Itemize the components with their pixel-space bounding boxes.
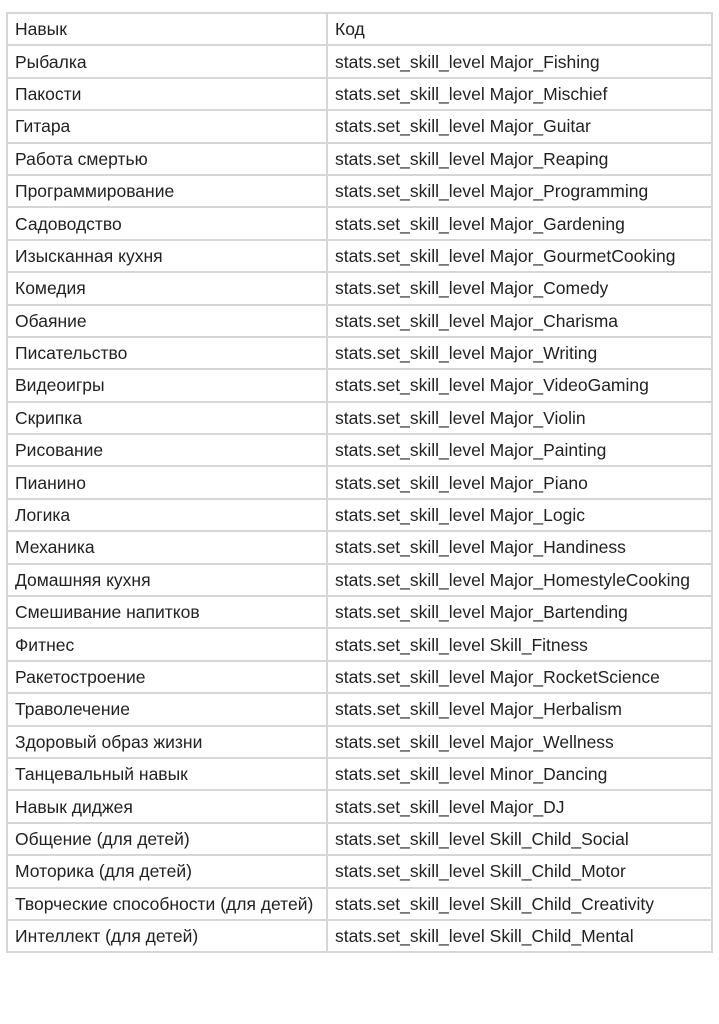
table-body (7, 13, 712, 952)
header-code: Код (327, 13, 712, 45)
skill-cell: Садоводство (7, 207, 327, 239)
table-row (7, 272, 712, 304)
skill-cell: Навык диджея (7, 790, 327, 822)
code-cell: stats.set_skill_level Major_DJ (327, 790, 712, 822)
code-cell: stats.set_skill_level Major_Gardening (327, 207, 712, 239)
code-cell: stats.set_skill_level Major_Writing (327, 337, 712, 369)
table-row (7, 110, 712, 142)
table-row (7, 499, 712, 531)
skill-cell: Работа смертью (7, 143, 327, 175)
code-cell: stats.set_skill_level Major_Reaping (327, 143, 712, 175)
code-cell: stats.set_skill_level Major_Fishing (327, 45, 712, 77)
skill-cell: Ракетостроение (7, 661, 327, 693)
skill-codes-table (6, 12, 713, 953)
code-cell: stats.set_skill_level Major_Programming (327, 175, 712, 207)
table-row (7, 207, 712, 239)
skill-cell: Интеллект (для детей) (7, 920, 327, 952)
table-row (7, 402, 712, 434)
code-cell: stats.set_skill_level Major_Mischief (327, 78, 712, 110)
skill-cell: Изысканная кухня (7, 240, 327, 272)
table-row (7, 434, 712, 466)
table-row (7, 920, 712, 952)
code-cell: stats.set_skill_level Major_VideoGaming (327, 369, 712, 401)
table-row (7, 240, 712, 272)
skill-cell: Творческие способности (для детей) (7, 888, 327, 920)
table-row (7, 466, 712, 498)
code-cell: stats.set_skill_level Skill_Child_Social (327, 823, 712, 855)
skill-cell: Фитнес (7, 628, 327, 660)
code-cell: stats.set_skill_level Major_Painting (327, 434, 712, 466)
code-cell: stats.set_skill_level Minor_Dancing (327, 758, 712, 790)
skill-cell: Пианино (7, 466, 327, 498)
skill-cell: Видеоигры (7, 369, 327, 401)
skill-cell: Траволечение (7, 693, 327, 725)
code-cell: stats.set_skill_level Skill_Child_Motor (327, 855, 712, 887)
code-cell: stats.set_skill_level Major_Bartending (327, 596, 712, 628)
skill-cell: Рыбалка (7, 45, 327, 77)
table-row (7, 337, 712, 369)
table-row (7, 369, 712, 401)
table-row (7, 78, 712, 110)
skill-cell: Обаяние (7, 305, 327, 337)
table-row (7, 531, 712, 563)
table-row (7, 758, 712, 790)
code-cell: stats.set_skill_level Major_Herbalism (327, 693, 712, 725)
code-cell: stats.set_skill_level Major_Guitar (327, 110, 712, 142)
skill-cell: Пакости (7, 78, 327, 110)
skill-cell: Писательство (7, 337, 327, 369)
table-row (7, 823, 712, 855)
skill-cell: Гитара (7, 110, 327, 142)
table-row (7, 143, 712, 175)
code-cell: stats.set_skill_level Major_Charisma (327, 305, 712, 337)
table-row (7, 596, 712, 628)
table-row (7, 175, 712, 207)
code-cell: stats.set_skill_level Major_RocketScience (327, 661, 712, 693)
skill-cell: Логика (7, 499, 327, 531)
table-header-row (7, 13, 712, 45)
skill-cell: Общение (для детей) (7, 823, 327, 855)
table-row (7, 888, 712, 920)
skill-cell: Программирование (7, 175, 327, 207)
code-cell: stats.set_skill_level Skill_Child_Creativity (327, 888, 712, 920)
skill-cell: Рисование (7, 434, 327, 466)
table-row (7, 628, 712, 660)
table-row (7, 305, 712, 337)
code-cell: stats.set_skill_level Major_Comedy (327, 272, 712, 304)
table-row (7, 726, 712, 758)
table-row (7, 661, 712, 693)
code-cell: stats.set_skill_level Major_HomestyleCooking (327, 564, 712, 596)
code-cell: stats.set_skill_level Major_Handiness (327, 531, 712, 563)
skill-cell: Домашняя кухня (7, 564, 327, 596)
code-cell: stats.set_skill_level Skill_Child_Mental (327, 920, 712, 952)
skill-cell: Комедия (7, 272, 327, 304)
code-cell: stats.set_skill_level Skill_Fitness (327, 628, 712, 660)
skill-cell: Механика (7, 531, 327, 563)
skill-cell: Смешивание напитков (7, 596, 327, 628)
table-row (7, 45, 712, 77)
code-cell: stats.set_skill_level Major_GourmetCooking (327, 240, 712, 272)
code-cell: stats.set_skill_level Major_Wellness (327, 726, 712, 758)
header-skill: Навык (7, 13, 327, 45)
table-row (7, 693, 712, 725)
table-row (7, 790, 712, 822)
skill-cell: Танцевальный навык (7, 758, 327, 790)
code-cell: stats.set_skill_level Major_Logic (327, 499, 712, 531)
code-cell: stats.set_skill_level Major_Violin (327, 402, 712, 434)
skill-cell: Здоровый образ жизни (7, 726, 327, 758)
table-row (7, 564, 712, 596)
code-cell: stats.set_skill_level Major_Piano (327, 466, 712, 498)
skill-cell: Моторика (для детей) (7, 855, 327, 887)
table-row (7, 855, 712, 887)
skill-cell: Скрипка (7, 402, 327, 434)
